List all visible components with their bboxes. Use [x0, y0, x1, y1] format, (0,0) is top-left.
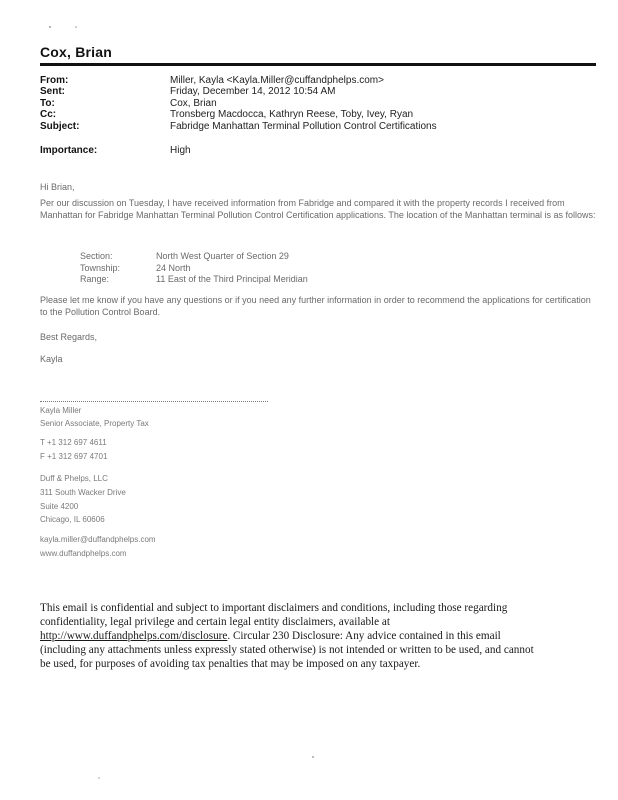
township-value: 24 North: [156, 263, 191, 273]
cc-label: Cc:: [40, 109, 57, 120]
section-value: North West Quarter of Section 29: [156, 251, 289, 261]
from-value: Miller, Kayla <Kayla.Miller@cuffandphelps.com>: [170, 75, 384, 86]
signature-fax: F +1 312 697 4701: [40, 452, 108, 461]
disclaimer-line-3-rest: . Circular 230 Disclosure: Any advice contained in this email: [227, 630, 501, 642]
signature-city: Chicago, IL 60606: [40, 515, 105, 524]
signature-web-link[interactable]: www.duffandphelps.com: [40, 549, 127, 558]
disclaimer-line-2: confidentiality, legal privilege and certain legal entity disclaimers, available at: [40, 616, 390, 628]
sender-name: Cox, Brian: [40, 44, 113, 60]
cc-value: Tronsberg Macdocca, Kathryn Reese, Toby, Ivey, Ryan: [170, 109, 414, 120]
scan-speck: [98, 777, 99, 778]
signature-name: Kayla Miller: [40, 406, 82, 415]
sent-label: Sent:: [40, 86, 65, 97]
sent-value: Friday, December 14, 2012 10:54 AM: [170, 86, 336, 97]
scan-speck: [75, 26, 76, 27]
body-paragraph-1: Per our discussion on Tuesday, I have received information from Fabridge and compared it with the property records I received from Manhattan for Fabridge Manhattan Terminal Pollution Control Certification applications. The location of the Manhattan terminal is as follows:: [40, 198, 596, 220]
signature-street: 311 South Wacker Drive: [40, 488, 126, 497]
importance-value: High: [170, 145, 191, 156]
closing: Best Regards,: [40, 332, 98, 342]
subject-value: Fabridge Manhattan Terminal Pollution Control Certifications: [170, 121, 437, 132]
body-paragraph-2: Please let me know if you have any questions or if you need any further information in order to recommend the applications for certification to the Pollution Control Board.: [40, 295, 591, 317]
signoff: Kayla: [40, 354, 63, 364]
disclaimer-line-4: (including any attachments unless expressly stated otherwise) is not intended or written to be used, and cannot: [40, 644, 534, 656]
scan-speck: [49, 26, 51, 28]
to-value: Cox, Brian: [170, 98, 217, 109]
importance-label: Importance:: [40, 145, 98, 156]
to-label: To:: [40, 98, 55, 109]
signature-email-link[interactable]: kayla.miller@duffandphelps.com: [40, 535, 156, 544]
subject-label: Subject:: [40, 121, 80, 132]
disclaimer-line-1: This email is confidential and subject to important disclaimers and conditions, including those regarding: [40, 602, 508, 614]
township-label: Township:: [80, 263, 121, 273]
greeting: Hi Brian,: [40, 182, 75, 192]
signature-company: Duff & Phelps, LLC: [40, 474, 108, 483]
signature-title: Senior Associate, Property Tax: [40, 419, 149, 428]
signature-suite: Suite 4200: [40, 502, 79, 511]
scan-speck: [312, 756, 313, 757]
from-label: From:: [40, 75, 69, 86]
signature-phone: T +1 312 697 4611: [40, 438, 107, 447]
disclosure-link[interactable]: http://www.duffandphelps.com/disclosure: [40, 630, 228, 642]
section-label: Section:: [80, 251, 113, 261]
range-value: 11 East of the Third Principal Meridian: [156, 274, 308, 284]
disclaimer-line-5: be used, for purposes of avoiding tax penalties that may be imposed on any taxpayer.: [40, 658, 421, 670]
range-label: Range:: [80, 274, 110, 284]
